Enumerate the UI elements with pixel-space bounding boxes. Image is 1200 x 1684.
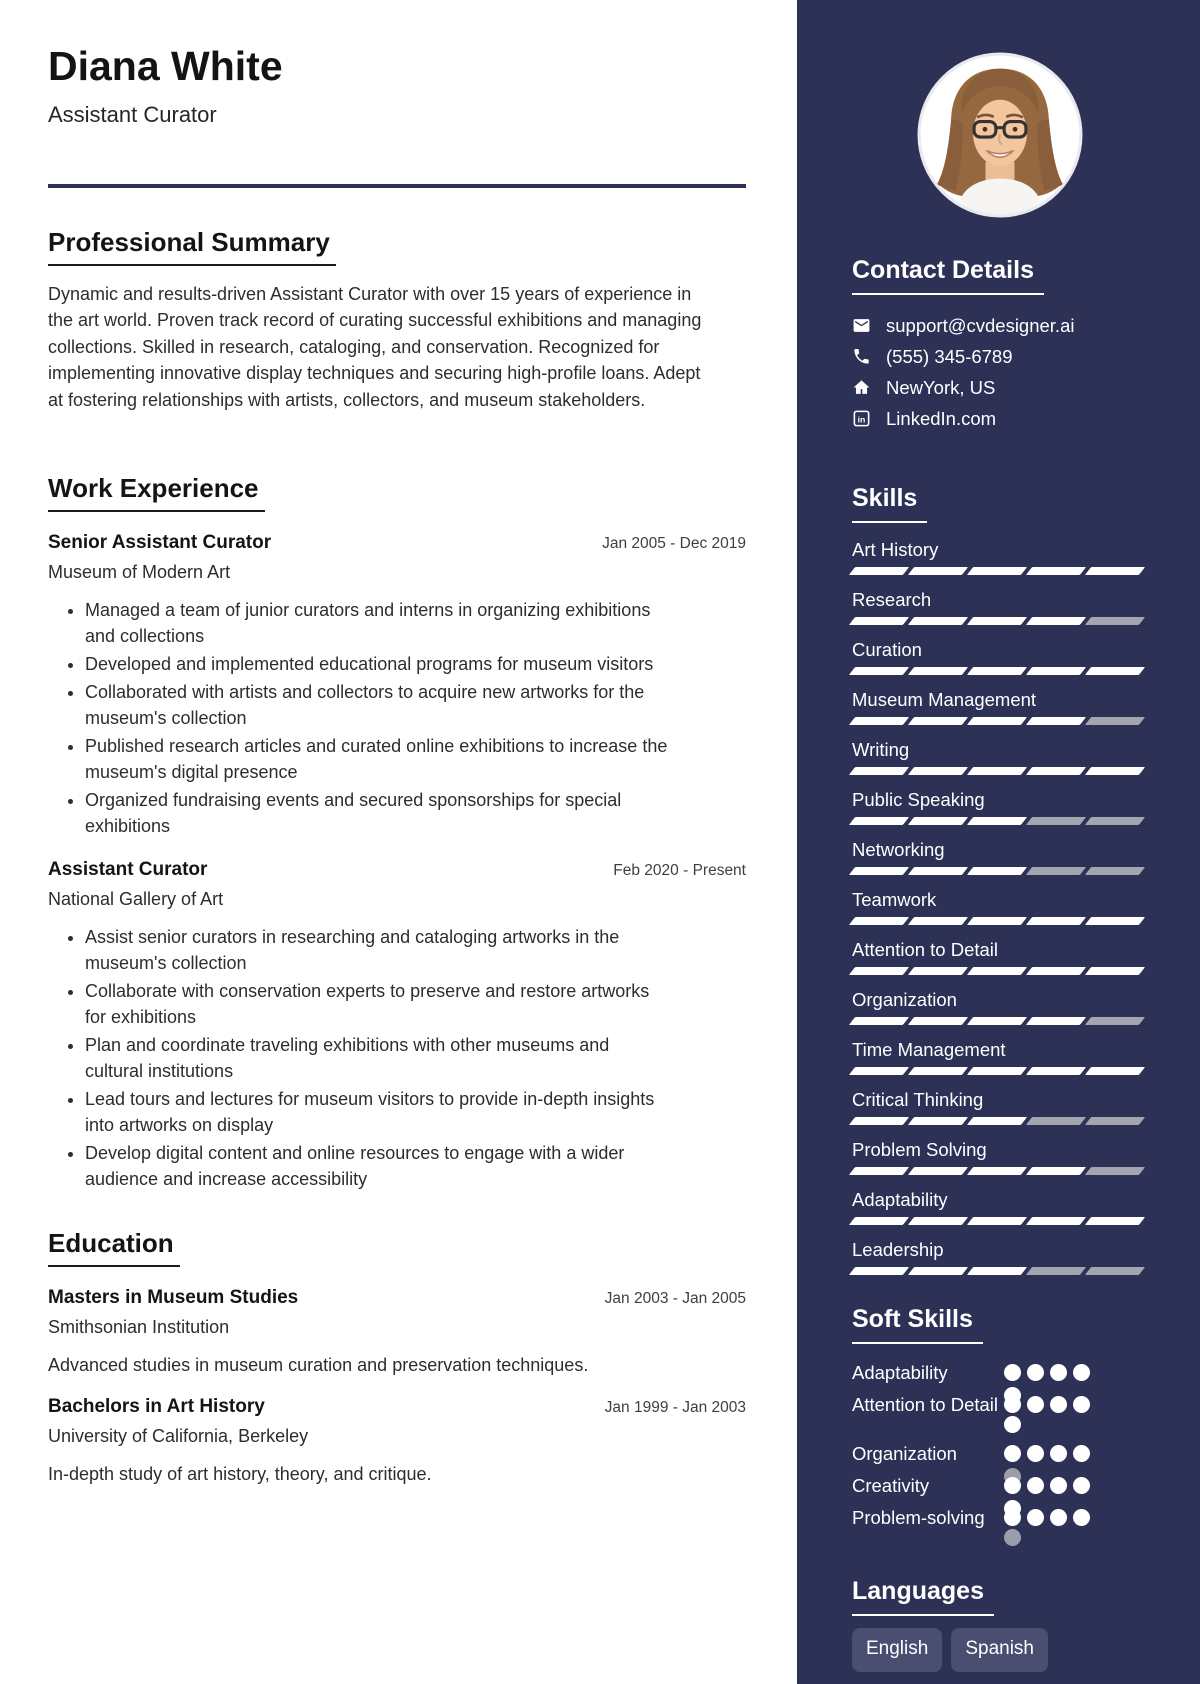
soft-skill-rating-dots [1004, 1390, 1090, 1436]
contact-item [852, 310, 1147, 341]
skill-segment-filled [849, 1217, 909, 1225]
skill-level-bar [852, 867, 1147, 875]
skill-segment-filled [849, 1167, 909, 1175]
skill-item [852, 889, 1147, 925]
education-degree: Bachelors in Art History [48, 1396, 265, 1418]
skill-item [852, 1239, 1147, 1275]
education-header [48, 1396, 746, 1418]
skill-segment-filled [967, 1167, 1027, 1175]
contact-item [852, 341, 1147, 372]
summary-text: Dynamic and results-driven Assistant Curator with over 15 years of experience in the art world. Proven track record of curating successful exhibitions and managing collections. Skilled in research, cataloging, and conservation. Recognized for implementing innovative display techniques and securing high-profile loans. Adept at fostering relationships with artists, collectors, and museum stakeholders. [48, 283, 702, 410]
skill-level-bar [852, 1017, 1147, 1025]
skill-segment-filled [1085, 667, 1145, 675]
job-header [48, 859, 746, 881]
skill-item [852, 539, 1147, 575]
skill-segment-empty [1085, 1267, 1145, 1275]
skill-name: Attention to Detail [852, 939, 999, 960]
job-bullet: • Collaborated with artists and collectors to acquire new artworks for the museum's collection [85, 679, 670, 731]
skill-segment-filled [908, 817, 968, 825]
skill-segment-empty [1085, 1117, 1145, 1125]
skill-level-bar [852, 717, 1147, 725]
skill-segment-filled [1026, 717, 1086, 725]
skill-segment-empty [1085, 1167, 1145, 1175]
skills-section [852, 484, 1147, 1275]
rating-dot-filled [1050, 1364, 1067, 1381]
job-entry [48, 859, 746, 1192]
language-pill: English [852, 1628, 942, 1672]
rating-dot-filled [1050, 1509, 1067, 1526]
education-header [48, 1287, 746, 1309]
education-dates: Jan 1999 - Jan 2003 [604, 1399, 746, 1417]
job-title: Senior Assistant Curator [48, 532, 272, 554]
skill-segment-filled [908, 1017, 968, 1025]
skill-segment-filled [1026, 617, 1086, 625]
skill-segment-empty [1026, 817, 1086, 825]
skill-segment-filled [849, 1017, 909, 1025]
person-job-title: Assistant Curator [48, 101, 217, 127]
job-title: Assistant Curator [48, 859, 208, 881]
rating-dot-filled [1027, 1396, 1044, 1413]
skill-segment-filled [908, 1167, 968, 1175]
skill-segment-filled [967, 617, 1027, 625]
education-school: Smithsonian Institution [48, 1317, 230, 1338]
job-entry [48, 532, 746, 839]
skill-segment-filled [1026, 917, 1086, 925]
skill-segment-filled [849, 717, 909, 725]
contact-item [852, 372, 1147, 403]
education-description: Advanced studies in museum curation and preservation techniques. [48, 1355, 589, 1376]
skill-name: Networking [852, 839, 945, 860]
rating-dot-filled [1027, 1445, 1044, 1462]
soft-skill-rating-dots [1004, 1439, 1090, 1468]
skill-item [852, 1189, 1147, 1225]
skill-level-bar [852, 667, 1147, 675]
job-bullet: • Managed a team of junior curators and interns in organizing exhibitions and collections [85, 597, 670, 649]
summary-section [48, 227, 746, 414]
job-bullet: • Published research articles and curated online exhibitions to increase the museum's digital presence [85, 733, 670, 785]
job-dates: Jan 2005 - Dec 2019 [602, 535, 746, 553]
skill-segment-filled [967, 817, 1027, 825]
skill-segment-filled [1085, 1217, 1145, 1225]
skill-segment-filled [1085, 767, 1145, 775]
skill-segment-filled [849, 817, 909, 825]
skill-segment-filled [1026, 667, 1086, 675]
job-bullet-list [48, 597, 746, 839]
skill-level-bar [852, 1217, 1147, 1225]
rating-dot-stack [1004, 1477, 1021, 1494]
contact-text: support@cvdesigner.ai [886, 314, 1075, 336]
skill-segment-filled [1026, 1017, 1086, 1025]
skill-segment-filled [908, 617, 968, 625]
skill-segment-filled [908, 767, 968, 775]
skill-segment-filled [849, 1117, 909, 1125]
skill-name: Organization [852, 989, 957, 1010]
job-header [48, 532, 746, 554]
rating-dot-filled [1004, 1416, 1021, 1433]
profile-photo-illustration [917, 52, 1083, 218]
skill-name: Public Speaking [852, 789, 985, 810]
job-list [48, 532, 746, 1192]
skill-level-bar [852, 567, 1147, 575]
home-icon [852, 378, 871, 397]
rating-dot-stack [1004, 1509, 1021, 1526]
rating-dot-filled [1073, 1509, 1090, 1526]
job-bullet: • Plan and coordinate traveling exhibitions with other museums and cultural institutions [85, 1032, 670, 1084]
skill-segment-filled [849, 967, 909, 975]
soft-skill-rating-dots [1004, 1503, 1090, 1549]
education-heading: Education [48, 1228, 180, 1267]
education-entry [48, 1396, 746, 1485]
linkedin-icon [852, 409, 871, 428]
skill-level-bar [852, 767, 1147, 775]
summary-heading: Professional Summary [48, 227, 336, 266]
job-bullet: • Developed and implemented educational programs for museum visitors [85, 651, 670, 677]
skill-segment-filled [1085, 1067, 1145, 1075]
skill-item [852, 789, 1147, 825]
skill-segment-filled [908, 667, 968, 675]
skill-name: Curation [852, 639, 922, 660]
soft-skill-item [852, 1503, 1147, 1549]
skill-segment-filled [849, 617, 909, 625]
skill-segment-filled [1026, 767, 1086, 775]
skill-segment-filled [1085, 917, 1145, 925]
soft-skill-name: Organization [852, 1443, 957, 1464]
job-bullet: • Collaborate with conservation experts to preserve and restore artworks for exhibitions [85, 978, 670, 1030]
skill-level-bar [852, 967, 1147, 975]
skill-level-bar [852, 1167, 1147, 1175]
sidebar [797, 0, 1200, 1684]
rating-dot-empty [1004, 1529, 1021, 1546]
skill-item [852, 1039, 1147, 1075]
rating-dot-filled [1050, 1477, 1067, 1494]
skill-segment-filled [967, 1017, 1027, 1025]
skill-segment-empty [1085, 617, 1145, 625]
phone-icon [852, 347, 871, 366]
skill-name: Critical Thinking [852, 1089, 984, 1110]
languages-section [852, 1577, 1147, 1672]
skill-level-bar [852, 617, 1147, 625]
job-company: National Gallery of Art [48, 889, 224, 910]
soft-skill-name: Creativity [852, 1475, 930, 1496]
soft-skill-item [852, 1471, 1147, 1500]
job-company: Museum of Modern Art [48, 562, 231, 583]
soft-skills-section [852, 1305, 1147, 1549]
skill-segment-filled [967, 767, 1027, 775]
skill-segment-filled [1026, 967, 1086, 975]
skill-segment-filled [849, 767, 909, 775]
dot-row [1004, 1396, 1090, 1413]
skill-segment-filled [967, 1217, 1027, 1225]
skill-segment-filled [1026, 567, 1086, 575]
skill-segment-filled [967, 717, 1027, 725]
skills-heading: Skills [852, 484, 927, 523]
job-bullet: • Assist senior curators in researching and cataloging artworks in the museum's collection [85, 924, 670, 976]
email-icon [852, 316, 871, 335]
skill-segment-filled [967, 567, 1027, 575]
rating-dot-filled [1073, 1396, 1090, 1413]
skill-segment-filled [908, 1217, 968, 1225]
rating-dot-filled [1073, 1364, 1090, 1381]
skill-segment-filled [908, 967, 968, 975]
skill-name: Adaptability [852, 1189, 948, 1210]
rating-dot-filled [1027, 1364, 1044, 1381]
skill-segment-empty [1085, 717, 1145, 725]
job-dates: Feb 2020 - Present [613, 862, 746, 880]
skill-name: Writing [852, 739, 910, 760]
skill-level-bar [852, 1067, 1147, 1075]
svg-text:in: in [857, 414, 866, 425]
rating-dot-filled [1073, 1477, 1090, 1494]
rating-dot-filled [1004, 1396, 1021, 1413]
contact-list [852, 310, 1147, 434]
skill-name: Museum Management [852, 689, 1037, 710]
rating-dot-filled [1027, 1477, 1044, 1494]
skill-segment-filled [849, 917, 909, 925]
soft-skill-name: Adaptability [852, 1362, 948, 1383]
contact-text: (555) 345-6789 [886, 345, 1013, 367]
skill-name: Research [852, 589, 932, 610]
languages-list [852, 1628, 1147, 1672]
education-description: In-depth study of art history, theory, and critique. [48, 1464, 432, 1485]
education-school: University of California, Berkeley [48, 1426, 309, 1447]
language-pill: Spanish [951, 1628, 1048, 1672]
skill-item [852, 1089, 1147, 1125]
dot-row [1004, 1364, 1090, 1381]
skills-list [852, 539, 1147, 1275]
skill-level-bar [852, 1267, 1147, 1275]
skill-segment-filled [849, 867, 909, 875]
skill-segment-filled [967, 1117, 1027, 1125]
job-bullet: • Develop digital content and online resources to engage with a wider audience and increase accessibility [85, 1140, 670, 1192]
soft-skill-item [852, 1358, 1147, 1387]
skill-item [852, 1139, 1147, 1175]
skill-segment-filled [849, 1067, 909, 1075]
skill-segment-filled [908, 717, 968, 725]
rating-dot-filled [1050, 1445, 1067, 1462]
dot-row [1004, 1529, 1090, 1546]
rating-dot-stack [1004, 1396, 1021, 1413]
skill-name: Teamwork [852, 889, 937, 910]
skill-segment-filled [1026, 1067, 1086, 1075]
dot-row [1004, 1477, 1090, 1494]
contact-text: NewYork, US [886, 376, 996, 398]
skill-segment-filled [1085, 967, 1145, 975]
education-entry [48, 1287, 746, 1376]
skill-segment-filled [967, 967, 1027, 975]
dot-row [1004, 1509, 1090, 1526]
skill-level-bar [852, 1117, 1147, 1125]
header-divider [48, 184, 746, 188]
work-experience-heading: Work Experience [48, 473, 265, 512]
education-list [48, 1287, 746, 1485]
languages-heading: Languages [852, 1577, 994, 1616]
rating-dot-filled [1004, 1509, 1021, 1526]
rating-dot-filled [1073, 1445, 1090, 1462]
job-bullet: • Organized fundraising events and secured sponsorships for special exhibitions [85, 787, 670, 839]
skill-name: Art History [852, 539, 939, 560]
skill-level-bar [852, 917, 1147, 925]
soft-skill-rating-dots [1004, 1358, 1090, 1387]
contact-item [852, 403, 1147, 434]
rating-dot-filled [1004, 1364, 1021, 1381]
skill-segment-empty [1026, 1267, 1086, 1275]
skill-segment-filled [967, 1267, 1027, 1275]
education-section [48, 1228, 746, 1485]
skill-segment-filled [908, 1067, 968, 1075]
skill-segment-filled [1085, 567, 1145, 575]
skill-segment-filled [849, 1267, 909, 1275]
soft-skills-heading: Soft Skills [852, 1305, 983, 1344]
rating-dot-filled [1004, 1445, 1021, 1462]
skill-name: Problem Solving [852, 1139, 987, 1160]
skill-level-bar [852, 817, 1147, 825]
skill-name: Leadership [852, 1239, 944, 1260]
soft-skill-item [852, 1439, 1147, 1468]
profile-photo [917, 52, 1083, 218]
rating-dot-filled [1004, 1477, 1021, 1494]
skill-segment-empty [1085, 817, 1145, 825]
contact-section [852, 256, 1147, 434]
skill-segment-filled [908, 1117, 968, 1125]
skill-segment-filled [967, 1067, 1027, 1075]
person-name: Diana White [48, 43, 283, 89]
skill-segment-filled [967, 917, 1027, 925]
job-bullet: • Lead tours and lectures for museum visitors to provide in-depth insights into artworks on display [85, 1086, 670, 1138]
skill-segment-filled [1026, 1167, 1086, 1175]
skill-segment-empty [1026, 1117, 1086, 1125]
education-degree: Masters in Museum Studies [48, 1287, 299, 1309]
skill-item [852, 939, 1147, 975]
soft-skill-name: Problem-solving [852, 1507, 985, 1528]
skill-item [852, 989, 1147, 1025]
education-dates: Jan 2003 - Jan 2005 [604, 1290, 746, 1308]
skill-item [852, 589, 1147, 625]
soft-skill-rating-dots [1004, 1471, 1090, 1500]
dot-row [1004, 1445, 1090, 1462]
skill-item [852, 739, 1147, 775]
rating-dot-filled [1027, 1509, 1044, 1526]
skill-item [852, 839, 1147, 875]
skill-segment-empty [1026, 867, 1086, 875]
soft-skill-item [852, 1390, 1147, 1436]
skill-segment-filled [849, 667, 909, 675]
rating-dot-filled [1050, 1396, 1067, 1413]
skill-segment-filled [908, 867, 968, 875]
skill-segment-filled [908, 917, 968, 925]
skill-segment-empty [1085, 1017, 1145, 1025]
skill-segment-filled [1026, 1217, 1086, 1225]
soft-skills-list [852, 1358, 1147, 1549]
skill-item [852, 639, 1147, 675]
contact-text: LinkedIn.com [886, 407, 997, 429]
skill-segment-filled [967, 667, 1027, 675]
work-experience-section [48, 473, 746, 1192]
skill-segment-filled [967, 867, 1027, 875]
skill-segment-filled [908, 567, 968, 575]
soft-skill-name: Attention to Detail [852, 1394, 999, 1415]
skill-segment-empty [1085, 867, 1145, 875]
skill-segment-filled [849, 567, 909, 575]
job-bullet-list [48, 924, 746, 1192]
skill-segment-filled [908, 1267, 968, 1275]
skill-name: Time Management [852, 1039, 1006, 1060]
contact-heading: Contact Details [852, 256, 1044, 295]
skill-item [852, 689, 1147, 725]
dot-row [1004, 1416, 1090, 1433]
